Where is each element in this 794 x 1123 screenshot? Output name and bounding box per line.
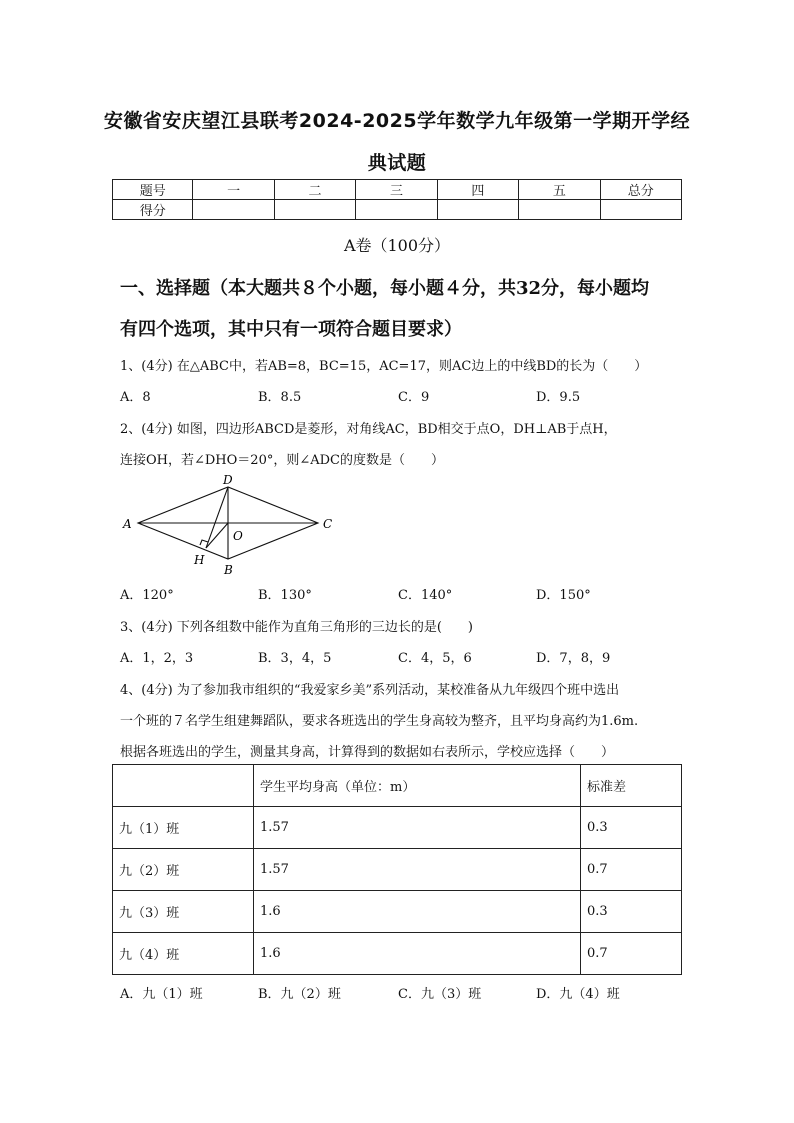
q4-option-c: C．九（3）班 bbox=[398, 987, 482, 1002]
std-dev-cell: 0.7 bbox=[581, 933, 682, 975]
score-cell[interactable] bbox=[437, 200, 518, 220]
score-cell[interactable] bbox=[600, 200, 681, 220]
q2-option-d: D．150° bbox=[536, 588, 591, 603]
height-header-cell bbox=[113, 765, 254, 807]
label-a: A bbox=[123, 517, 132, 531]
question-4-text-line1: 4、(4分) 为了参加我市组织的“我爱家乡美”系列活动，某校准备从九年级四个班中选出 bbox=[120, 683, 620, 698]
table-row bbox=[113, 849, 682, 891]
score-cell[interactable] bbox=[274, 200, 355, 220]
class-cell: 九（3）班 bbox=[113, 891, 254, 933]
std-dev-cell: 0.3 bbox=[581, 891, 682, 933]
q4-option-b: B．九（2）班 bbox=[258, 987, 341, 1002]
question-2-text-line1: 2、(4分) 如图，四边形ABCD是菱形，对角线AC，BD相交于点O，DH⊥AB于点H， bbox=[120, 422, 617, 437]
q3-option-a: A．1，2，3 bbox=[120, 651, 194, 666]
score-header-cell: 二 bbox=[274, 180, 355, 200]
q2-option-c: C．140° bbox=[398, 588, 453, 603]
q4-option-a: A．九（1）班 bbox=[120, 987, 203, 1002]
score-header-cell: 五 bbox=[519, 180, 600, 200]
question-4-text-line3: 根据各班选出的学生，测量其身高，计算得到的数据如右表所示，学校应选择（ ） bbox=[120, 745, 615, 760]
class-cell: 九（2）班 bbox=[113, 849, 254, 891]
q1-option-c: C．9 bbox=[398, 390, 430, 405]
table-row bbox=[113, 807, 682, 849]
page-title-line1: 安徽省安庆望江县联考2024-2025学年数学九年级第一学期开学经 bbox=[103, 110, 691, 132]
std-dev-cell: 0.7 bbox=[581, 849, 682, 891]
question-1-text: 1、(4分) 在△ABC中，若AB=8，BC=15，AC=17，则AC边上的中线BD的长为（ ） bbox=[120, 359, 648, 374]
score-header-cell: 四 bbox=[437, 180, 518, 200]
page-title-line2: 典试题 bbox=[367, 152, 427, 174]
score-row-label: 得分 bbox=[113, 200, 193, 220]
score-cell[interactable] bbox=[519, 200, 600, 220]
score-header-cell: 总分 bbox=[600, 180, 681, 200]
score-cell[interactable] bbox=[193, 200, 274, 220]
score-header-cell: 一 bbox=[193, 180, 274, 200]
section-heading-line2: 有四个选项，其中只有一项符合题目要求） bbox=[120, 319, 462, 340]
height-table bbox=[112, 764, 682, 975]
question-2-text-line2: 连接OH，若∠DHO＝20°，则∠ADC的度数是（ ） bbox=[120, 453, 444, 468]
label-c: C bbox=[323, 517, 333, 531]
q1-option-d: D．9.5 bbox=[536, 390, 581, 405]
avg-height-cell: 1.6 bbox=[254, 933, 581, 975]
avg-height-cell: 1.57 bbox=[254, 807, 581, 849]
q4-option-d: D．九（4）班 bbox=[536, 987, 620, 1002]
height-table-header-row bbox=[113, 765, 682, 807]
label-d: D bbox=[223, 473, 233, 487]
avg-height-cell: 1.57 bbox=[254, 849, 581, 891]
std-dev-cell: 0.3 bbox=[581, 807, 682, 849]
score-table bbox=[112, 179, 682, 220]
q2-option-b: B．130° bbox=[258, 588, 312, 603]
section-heading-line1: 一、选择题（本大题共８个小题，每小题４分，共32分，每小题均 bbox=[120, 278, 650, 299]
class-cell: 九（4）班 bbox=[113, 933, 254, 975]
label-b: B bbox=[224, 563, 233, 577]
table-row bbox=[113, 891, 682, 933]
q3-option-d: D．7，8，9 bbox=[536, 651, 611, 666]
rhombus-diagram bbox=[118, 472, 340, 580]
label-o: O bbox=[233, 529, 243, 543]
avg-height-cell: 1.6 bbox=[254, 891, 581, 933]
height-header-cell: 标准差 bbox=[581, 765, 682, 807]
q1-option-a: A．8 bbox=[120, 390, 151, 405]
height-header-cell: 学生平均身高（单位：m） bbox=[254, 765, 581, 807]
segment-oh bbox=[206, 523, 228, 548]
segment-dh bbox=[206, 487, 228, 548]
q3-option-b: B．3，4，5 bbox=[258, 651, 332, 666]
table-row bbox=[113, 933, 682, 975]
label-h: H bbox=[194, 553, 205, 567]
score-header-cell: 三 bbox=[356, 180, 437, 200]
class-cell: 九（1）班 bbox=[113, 807, 254, 849]
score-table-header-row bbox=[113, 180, 682, 200]
score-cell[interactable] bbox=[356, 200, 437, 220]
q2-option-a: A．120° bbox=[120, 588, 174, 603]
q1-option-b: B．8.5 bbox=[258, 390, 302, 405]
section-a-heading: A卷（100分） bbox=[343, 236, 451, 255]
question-3-text: 3、(4分) 下列各组数中能作为直角三角形的三边长的是( ) bbox=[120, 620, 473, 635]
q3-option-c: C．4，5，6 bbox=[398, 651, 472, 666]
score-header-cell: 题号 bbox=[113, 180, 193, 200]
question-4-text-line2: 一个班的７名学生组建舞蹈队，要求各班选出的学生身高较为整齐，且平均身高约为1.6m. bbox=[120, 714, 639, 729]
score-table-score-row bbox=[113, 200, 682, 220]
